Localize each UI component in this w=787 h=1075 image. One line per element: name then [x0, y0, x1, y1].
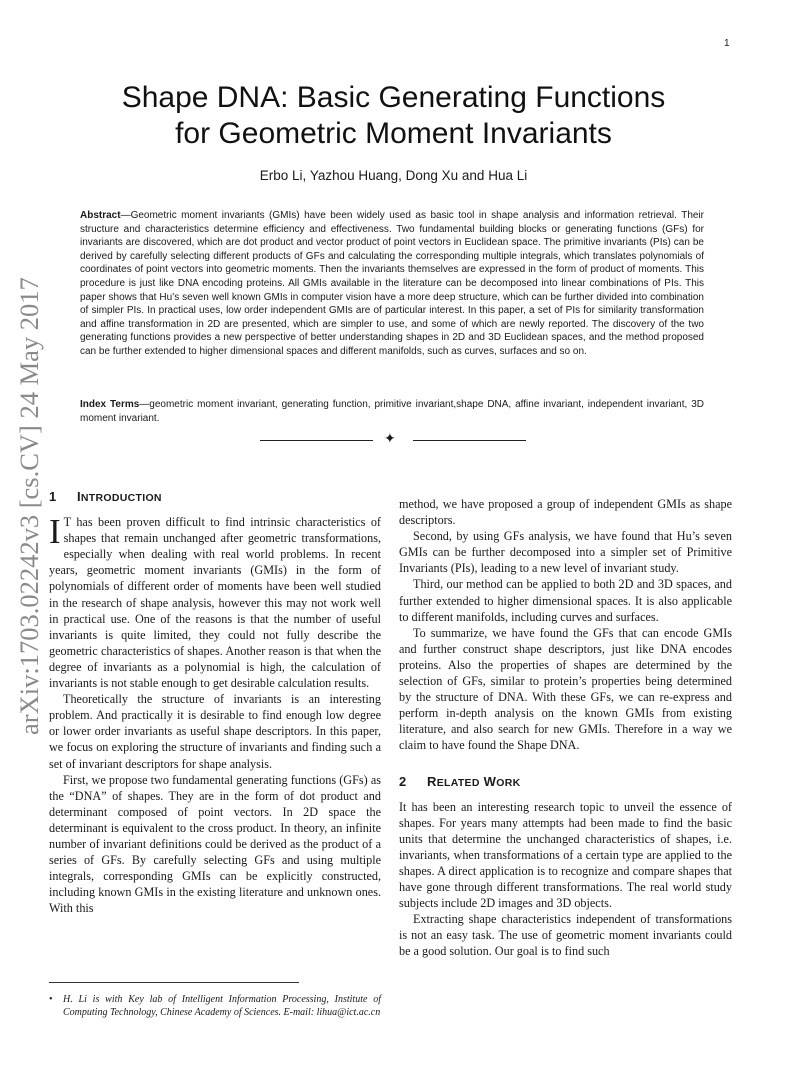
section-1-heading [49, 489, 381, 506]
abstract-text: —Geometric moment invariants (GMIs) have been widely used as basic tool in shape analysis and information retrieval. Their structure and characteristics determine efficiency and effectiveness. Two fundamental building blocks or generating functions (GFs) for invariants are discovered, which are dot product and vector product of point vectors in Euclidean space. The primitive invariants (PIs) can be derived by carefully selecting different products of GFs and calculating the corresponding multiple integrals, which translates polynomials of coordinates of point vectors into geometric moments. Then the invariants themselves are expressed in the form of product of moments. This procedure is just like DNA encoding proteins. All GMIs available in the literature can be decomposed into linear combinations of PIs. This paper shows that Hu’s seven well known GMIs in computer vision have a more deep structure, which can be further divided into combination of simpler PIs. In practical uses, low order independent GMIs are of particular interest. In this paper, a set of PIs for similarity transformation and affine transformation in 2D are presented, which are simpler to use, and some of which are newly reported. The discovery of the two generating functions provides a new perspective of better understanding shapes in 2D and 3D Euclidean spaces, and the method proposed can be further extended to higher dimensional spaces and different manifolds, such as curves, surfaces and so on. [80, 210, 704, 357]
section-divider [260, 432, 526, 448]
divider-line-right [413, 440, 526, 441]
section-gap [399, 754, 732, 774]
section-2-title-initial-a: R [427, 773, 437, 789]
index-terms-text: —geometric moment invariant, generating function, primitive invariant,shape DNA, affine invariant, independent invariant, 3D moment invariant. [80, 399, 704, 424]
author-list: Erbo Li, Yazhou Huang, Dong Xu and Hua Li [259, 168, 528, 183]
drop-cap: I [49, 512, 61, 552]
title-line-2: for Geometric Moment Invariants [175, 117, 612, 150]
footnote-text: H. Li is with Key lab of Intelligent Information Processing, Institute of Computing Technology, Chinese Academy of Sciences. E-mail: lihua@ict.ac.cn [63, 994, 381, 1018]
intro-paragraph-1 [49, 514, 381, 691]
intro-paragraph-3: First, we propose two fundamental generating functions (GFs) as the “DNA” of shapes. They are in the form of dot product and determinant composed of point vectors. In 2D space the determinant is equivalent to the cross product. In theory, an infinite number of invariant definitions could be derived as the product of a series of GFs. By carefully selecting GFs and using multiple integrals, corresponding GMIs can be explicitly constructed, including known GMIs in the existing literature and unknown ones. With this [49, 772, 381, 916]
index-terms [80, 398, 704, 425]
footnote [49, 993, 381, 1019]
abstract [80, 209, 704, 359]
arxiv-stamp [2, 225, 52, 745]
intro-paragraph-4: Second, by using GFs analysis, we have found that Hu’s seven GMIs can be further decomposed into a simpler set of Primitive Invariants (PIs), leading to a new level of invariant study. [399, 529, 732, 576]
related-paragraph-2: Extracting shape characteristics independent of transformations is not an easy task. The use of geometric moment invariants could be a good solution. Our goal is to find such [399, 912, 732, 959]
divider-line-left [260, 440, 373, 441]
right-column [399, 496, 732, 960]
intro-paragraph-1-text: T has been proven difficult to find intrinsic characteristics of shapes that remain unchanged after geometric transformations, especially when dealing with real world problems. In recent years, geometric moment invariants (GMIs) in the form of polynomials of different order of moments have been well studied in the research of shape analysis, however this may not work well in practical use. One of the reasons is that the number of useful invariants is quite limited, they could not fully describe the geometric characteristics of shapes. Another reason is that when the degree of invariants as a polynomial is high, the calculation of invariants is not stable enough to get desirable calculation results. [49, 515, 381, 691]
divider-ornament-icon: ✦ [384, 431, 396, 447]
section-2-heading [399, 774, 732, 791]
section-2-title-rest-b: ORK [496, 776, 521, 789]
left-column [49, 489, 381, 916]
footnote-bullet: • [49, 994, 53, 1005]
intro-paragraph-5: Third, our method can be applied to both 2D and 3D spaces, and further extended to higher dimensional spaces. It is also applicable to different manifolds, including curves and surfaces. [399, 577, 732, 624]
section-1-number: 1 [49, 489, 57, 504]
index-terms-label: Index Terms [80, 399, 140, 410]
intro-paragraph-2: Theoretically the structure of invariants is an interesting problem. And practically it is desirable to find enough low degree or lower order invariants as useful shape descriptors. In this paper, we focus on exploring the structure of invariants and finding such a set of invariant descriptors for shape analysis. [49, 692, 381, 771]
title-line-1: Shape DNA: Basic Generating Functions [121, 81, 666, 114]
section-2-number: 2 [399, 773, 407, 789]
section-2-title-rest-a: ELATED [436, 776, 480, 789]
page-number: 1 [724, 38, 730, 49]
section-1-title-initial: I [77, 489, 81, 504]
section-2-title-initial-b: W [483, 773, 497, 789]
intro-paragraph-3-continued: method, we have proposed a group of independent GMIs as shape descriptors. [399, 497, 732, 528]
abstract-label: Abstract [80, 210, 121, 221]
related-paragraph-1: It has been an interesting research topic to unveil the essence of shapes. For years many attempts had been made to find the basic units that determine the unchanged characteristics of shapes, i.e. invariants, when transformations of a certain type are applied to the shapes. A direct application is to recognize and compare shapes that have gone through different transformations. The real world study subjects include 2D images and 3D objects. [399, 799, 732, 911]
section-1-title-rest: NTRODUCTION [80, 492, 162, 504]
intro-paragraph-6: To summarize, we have found the GFs that can encode GMIs and further construct shape descriptors, just like DNA encodes proteins. Also the properties of shapes are determined by the selection of GFs, similar to protein’s properties being determined by the structure of DNA. With these GFs, we can re-express and perform in-depth analysis on the known GMIs from existing literature, and also search for new GMIs. Therefore in a way we claim to have found the Shape DNA. [399, 625, 732, 753]
arxiv-stamp-text: arXiv:1703.02242v3 [cs.CV] 24 May 2017 [14, 277, 44, 735]
paper-title [0, 80, 787, 152]
footnote-rule [49, 982, 299, 983]
